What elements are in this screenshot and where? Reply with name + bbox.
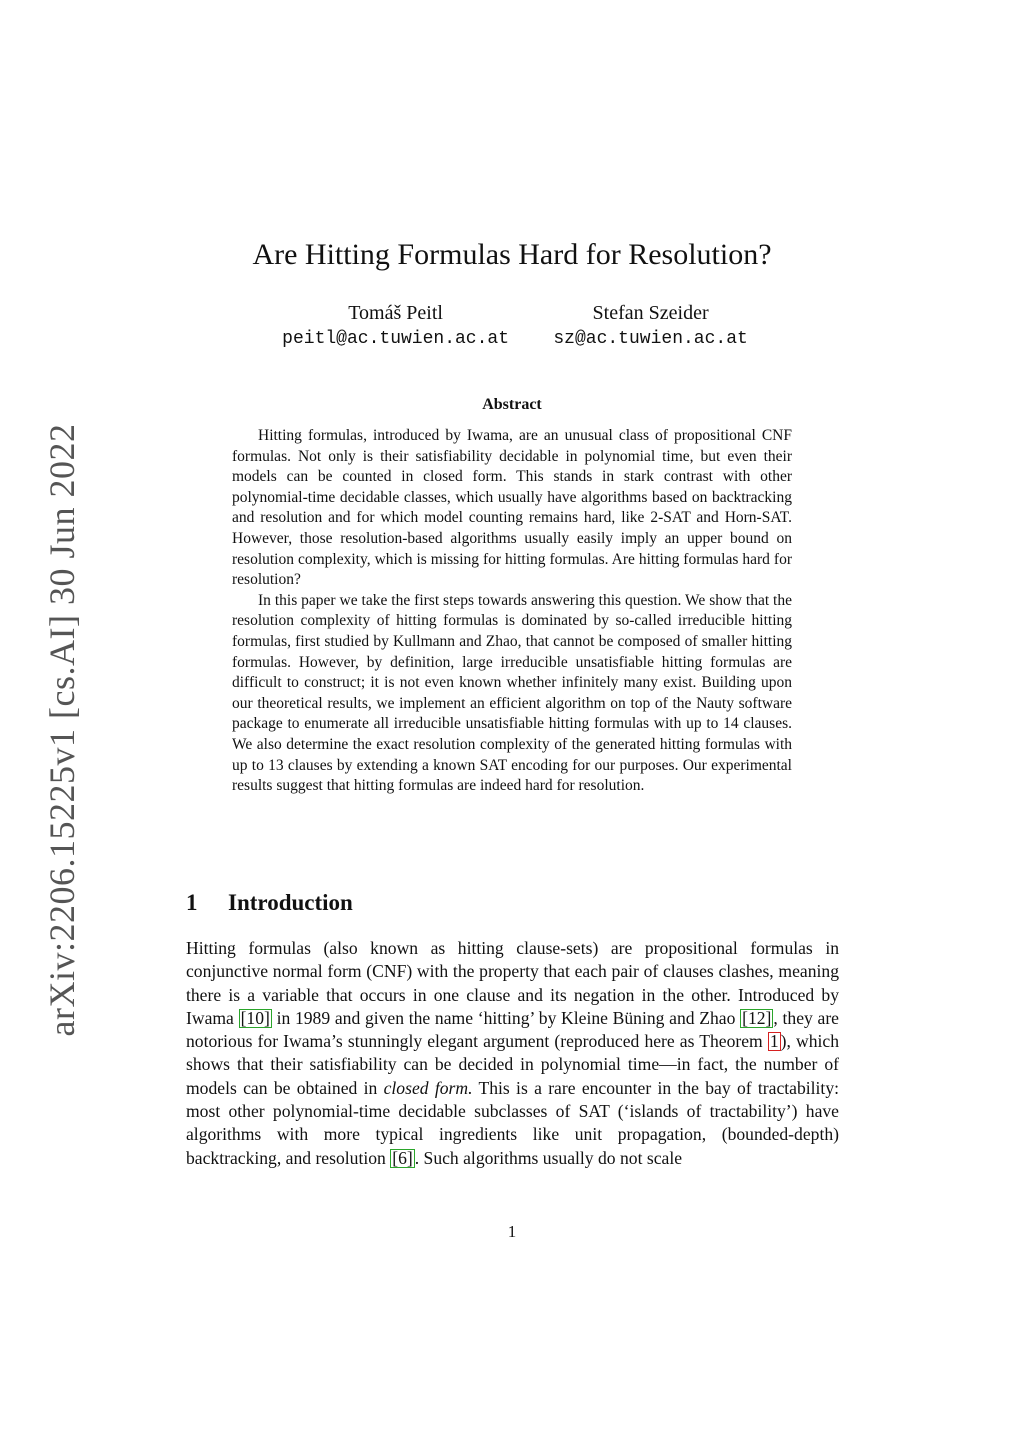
introduction-body — [186, 937, 839, 1170]
intro-text-2: in 1989 and given the name ‘hitting’ by Kleine Büning and Zhao — [271, 1007, 741, 1028]
author-2-email: sz@ac.tuwien.ac.at — [553, 329, 748, 349]
abstract-paragraph-2: In this paper we take the first steps towards answering this question. We show that the resolution complexity of hitting formulas is dominated by so-called irreducible hitting formulas, first studied by Kullmann and Zhao, that cannot be composed of smaller hitting formulas. However, by definition, large irreducible unsatisfiable hitting formulas are difficult to construct; it is not even known whether infinitely many exist. Building upon our theoretical results, we implement an efficient algorithm on top of the Nauty software package to enumerate all irreducible unsatisfiable hitting formulas with up to 14 clauses. We also determine the exact resolution complexity of the generated hitting formulas with up to 13 clauses by extending a known SAT encoding for our purposes. Our experimental results suggest that hitting formulas are indeed hard for resolution. — [232, 591, 792, 795]
author-block — [260, 300, 770, 352]
abstract-body — [232, 426, 792, 797]
intro-text-5: This is a rare encounter in the bay of tractability: most other polynomial-time decidable subclasses of SAT (‘islands of tractability’) have algorithms with more typical ingredients like unit propagation, (bounded-depth) backtracking, and resolution — [186, 1077, 840, 1168]
intro-text-6: . Such algorithms usually do not scale — [414, 1147, 683, 1168]
citation-link-6[interactable]: [6] — [392, 1147, 413, 1168]
intro-text-3: , they are notorious for Iwama’s stunningly elegant argument (reproduced here as Theorem — [186, 1007, 839, 1052]
section-number: 1 — [186, 890, 198, 915]
citation-link-12[interactable]: [12] — [742, 1007, 772, 1028]
abstract-paragraph-1: Hitting formulas, introduced by Iwama, are an unusual class of propositional CNF formulas. Not only is their satisfiability decidable in polynomial time, but even their models can be counted in closed form. This stands in stark contrast with other polynomial-time decidable classes, which usually have algorithms based on backtracking and resolution and for which model counting remains hard, like 2-SAT and Horn-SAT. However, those resolution-based algorithms usually easily imply an upper bound on resolution complexity, which is missing for hitting formulas. Are hitting formulas hard for resolution? — [232, 427, 792, 589]
introduction-paragraph — [186, 937, 839, 1170]
section-title: Introduction — [228, 890, 353, 915]
intro-text-1: Hitting formulas (also known as hitting clause-sets) are propositional formulas in conjunctive normal form (CNF) with the property that each pair of clauses clashes, meaning there is a variable that occurs in one clause and its negation in the other. Introduced by Iwama — [186, 938, 839, 1028]
intro-text-4: ), which shows that their satisfiability can be decided in polynomial time—in fact, the number of models can be obtained in — [186, 1031, 839, 1098]
author-1-email: peitl@ac.tuwien.ac.at — [282, 329, 510, 349]
citation-link-10[interactable]: [10] — [240, 1007, 270, 1028]
intro-emphasis-closed-form: closed form. — [383, 1077, 473, 1098]
author-2 — [553, 300, 747, 352]
section-heading-introduction — [186, 890, 353, 916]
page-number: 1 — [507, 1222, 517, 1241]
abstract-heading: Abstract — [482, 396, 542, 413]
arxiv-identifier: arXiv:2206.15225v1 [cs.AI] 30 Jun 2022 — [42, 423, 82, 1037]
author-2-name: Stefan Szeider — [592, 302, 709, 324]
author-1-name: Tomáš Peitl — [348, 302, 443, 324]
theorem-ref-link-1[interactable]: 1 — [769, 1031, 779, 1052]
paper-title: Are Hitting Formulas Hard for Resolution? — [252, 238, 772, 271]
author-1 — [282, 300, 509, 352]
